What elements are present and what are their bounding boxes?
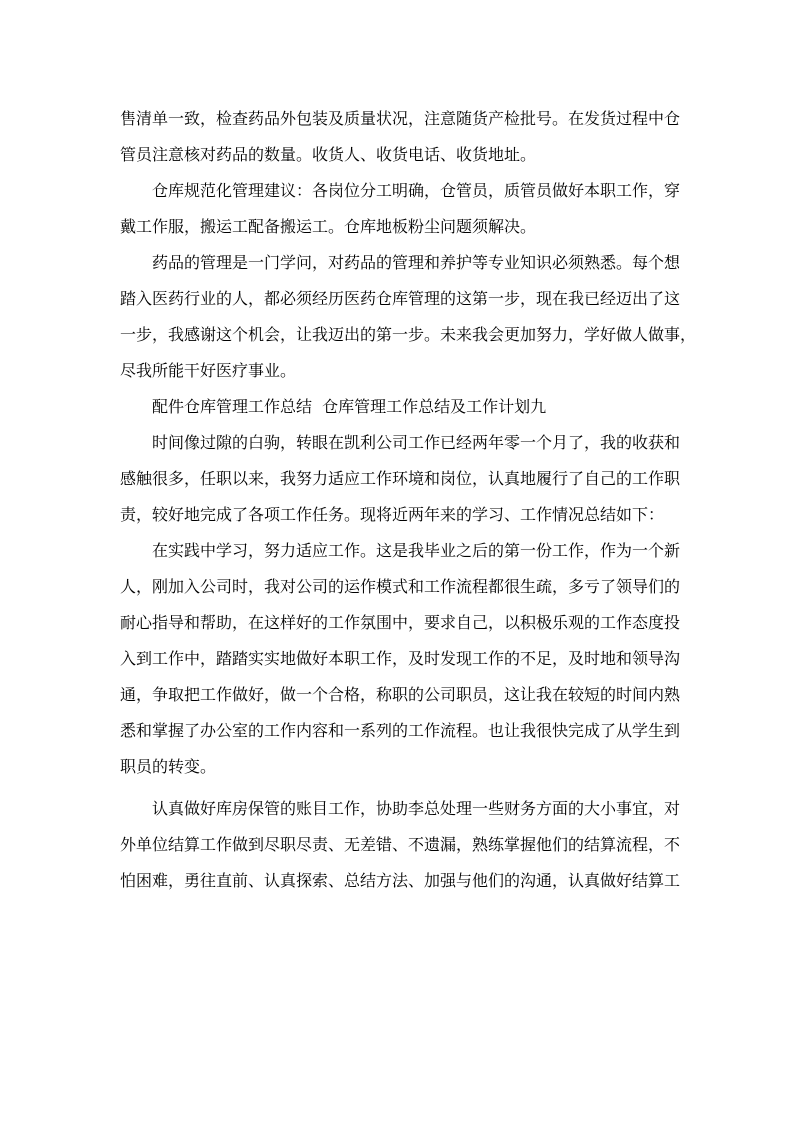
paragraph-line: 戴工作服，搬运工配备搬运工。仓库地板粉尘问题须解决。	[120, 217, 537, 236]
paragraph-line: 人，刚加入公司时，我对公司的运作模式和工作流程都很生疏，多亏了领导们的	[120, 577, 681, 596]
document-body	[120, 101, 697, 899]
section-heading: 配件仓库管理工作总结 仓库管理工作总结及工作计划九	[152, 397, 547, 416]
paragraph-line: 耐心指导和帮助，在这样好的工作氛围中，要求自己，以积极乐观的工作态度投	[120, 613, 681, 632]
paragraph-line: 售清单一致，检查药品外包装及质量状况，注意随货产检批号。在发货过程中仓	[120, 109, 681, 128]
paragraph-line: 外单位结算工作做到尽职尽责、无差错、不遗漏，熟练掌握他们的结算流程，不	[120, 835, 681, 854]
paragraph-line: 尽我所能干好医疗事业。	[120, 361, 297, 380]
paragraph-line: 在实践中学习，努力适应工作。这是我毕业之后的第一份工作，作为一个新	[152, 541, 681, 560]
paragraph-line: 仓库规范化管理建议：各岗位分工明确，仓管员，质管员做好本职工作，穿	[152, 181, 681, 200]
paragraph-line: 怕困难，勇往直前、认真探索、总结方法、加强与他们的沟通，认真做好结算工	[120, 871, 681, 890]
paragraph-line: 通，争取把工作做好，做一个合格，称职的公司职员，这让我在较短的时间内熟	[120, 685, 681, 704]
paragraph-line: 认真做好库房保管的账目工作，协助李总处理一些财务方面的大小事宜，对	[152, 799, 681, 818]
paragraph-line: 一步，我感谢这个机会，让我迈出的第一步。未来我会更加努力，学好做人做事，	[120, 325, 697, 344]
paragraph-line: 职员的转变。	[120, 757, 217, 776]
paragraph-line: 踏入医药行业的人，都必须经历医药仓库管理的这第一步，现在我已经迈出了这	[120, 289, 681, 308]
paragraph-line: 入到工作中，踏踏实实地做好本职工作，及时发现工作的不足，及时地和领导沟	[120, 649, 681, 668]
paragraph-line: 管员注意核对药品的数量。收货人、收货电话、收货地址。	[120, 145, 537, 164]
paragraph-line: 责，较好地完成了各项工作任务。现将近两年来的学习、工作情况总结如下：	[120, 505, 665, 524]
paragraph-line: 药品的管理是一门学问，对药品的管理和养护等专业知识必须熟悉。每个想	[152, 253, 681, 272]
paragraph-line: 感触很多，任职以来，我努力适应工作环境和岗位，认真地履行了自己的工作职	[120, 469, 681, 488]
paragraph-line: 悉和掌握了办公室的工作内容和一系列的工作流程。也让我很快完成了从学生到	[120, 721, 681, 740]
paragraph-line: 时间像过隙的白驹，转眼在凯利公司工作已经两年零一个月了，我的收获和	[152, 433, 681, 452]
